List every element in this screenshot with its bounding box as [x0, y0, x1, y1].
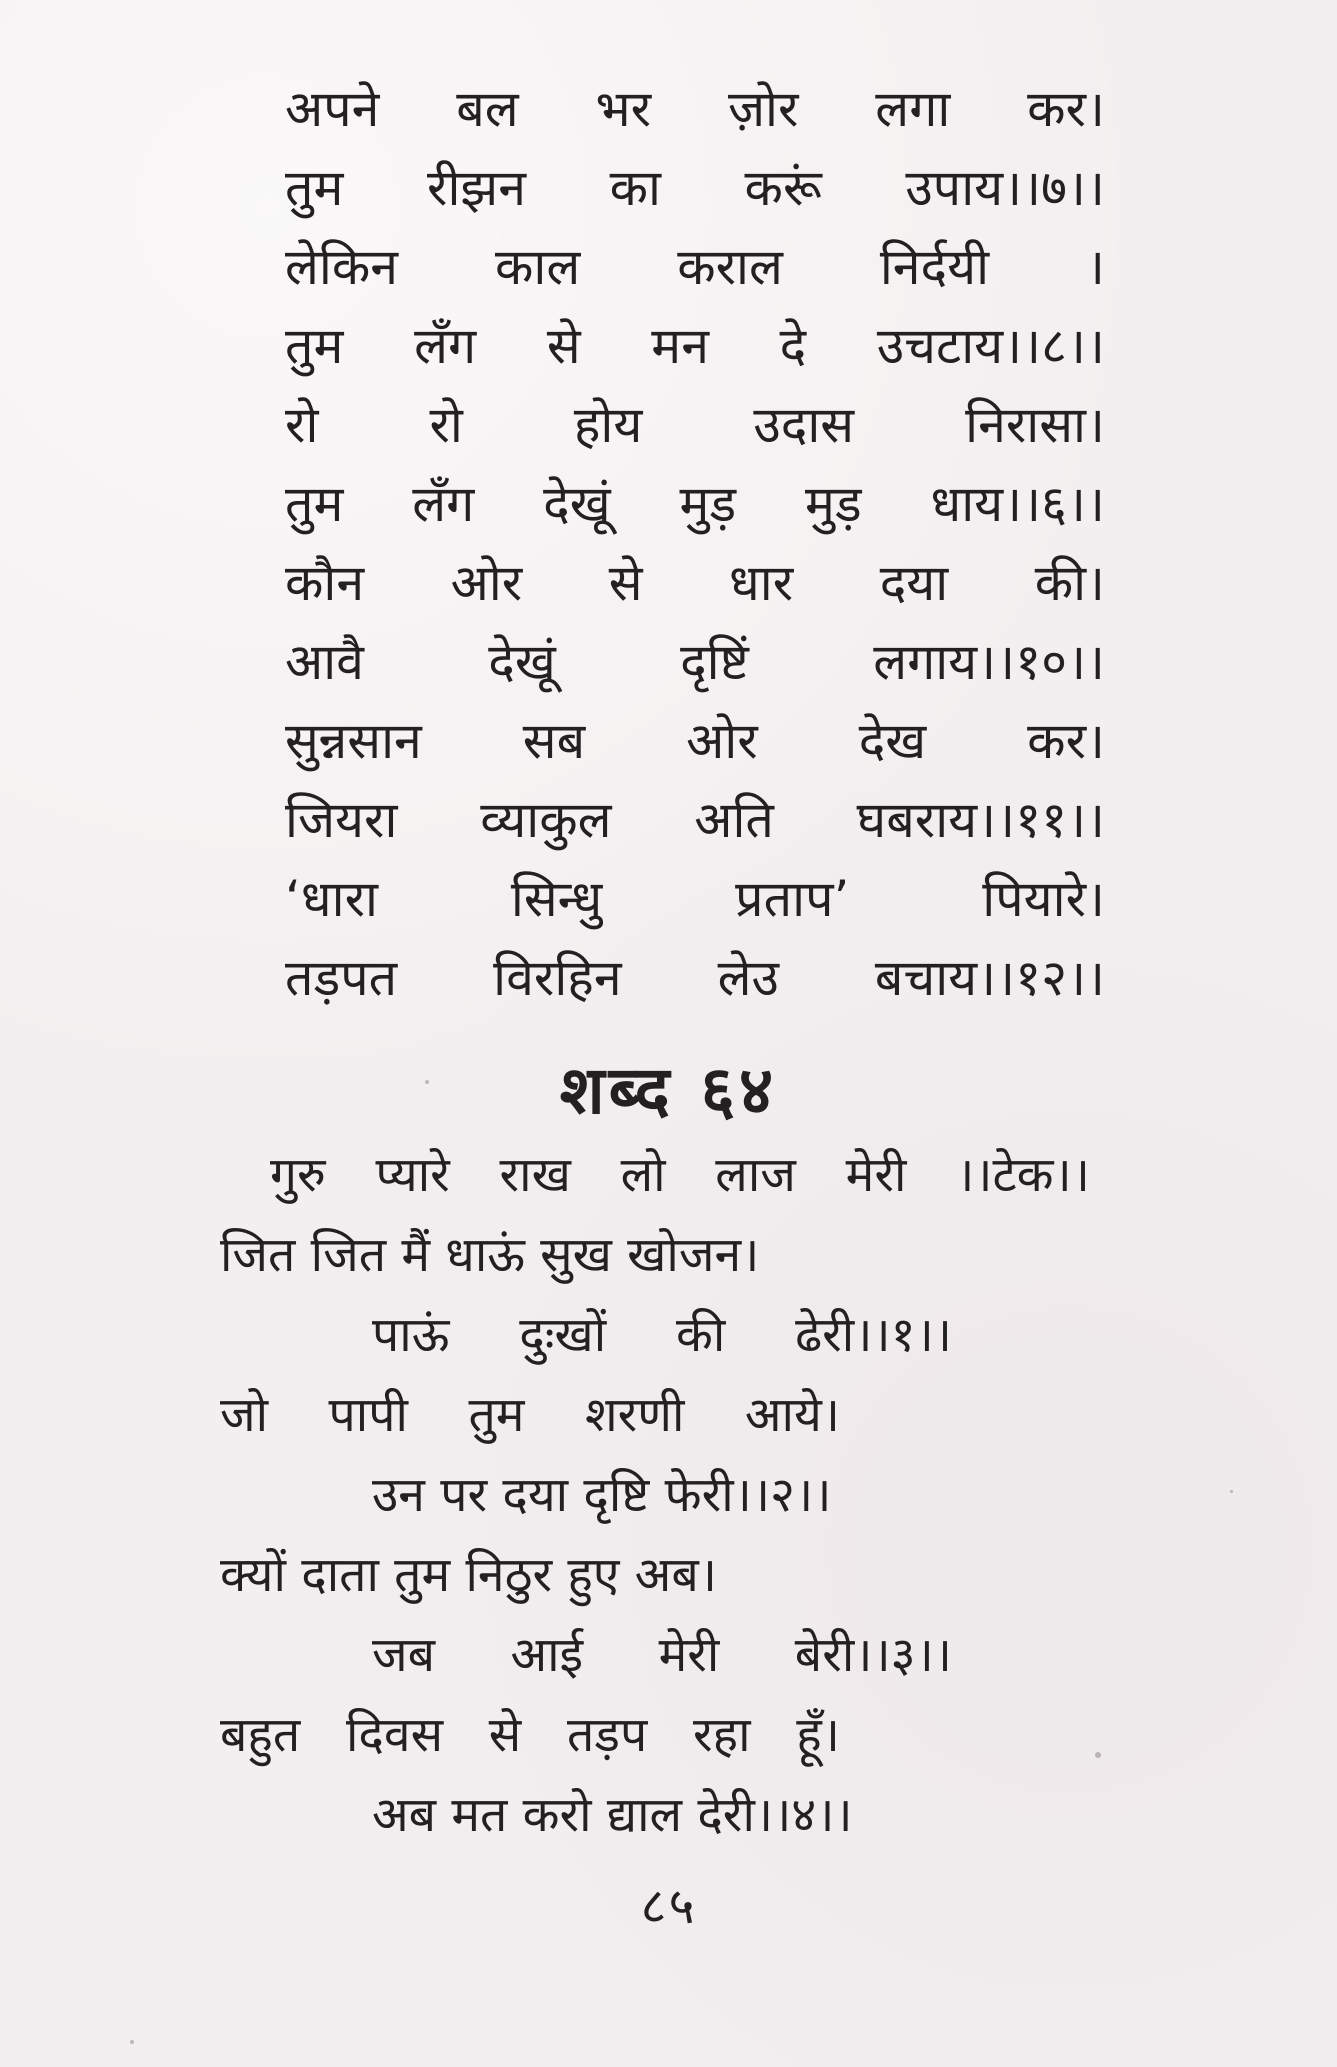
verse-word: देखूं: [488, 633, 556, 691]
verse-word: सब: [522, 712, 586, 770]
paper-speck: [1095, 1752, 1101, 1758]
verse-word: कर।: [1027, 80, 1105, 138]
stanza-line: [220, 1705, 840, 1765]
verse-word: लेउ: [717, 949, 779, 1007]
verse-word: तुम: [285, 317, 344, 375]
stanza-line: [220, 1385, 840, 1445]
verse-word: प्यारे: [375, 1147, 450, 1203]
verse-word: मुड़: [679, 475, 737, 533]
verse-word: मन: [651, 317, 709, 375]
refrain-line: [270, 1145, 1090, 1205]
stanza-line: जित जित मैं धाऊं सुख खोजन।: [220, 1227, 760, 1283]
verse-word: होय: [573, 396, 643, 454]
verse-word: पाऊं: [372, 1307, 450, 1363]
verse-line: [285, 307, 1105, 386]
verse-word: करूं: [744, 159, 822, 217]
verse-word: ओर: [450, 554, 523, 612]
verse-word: पापी: [328, 1387, 408, 1443]
verse-word: दिवस: [345, 1707, 444, 1763]
verse-word: जो: [220, 1387, 269, 1443]
verse-word: बल: [456, 80, 519, 138]
verse-word: आई: [510, 1627, 584, 1683]
stanza-line: [372, 1625, 952, 1685]
verse-line: [285, 781, 1105, 860]
verse-word: हूँ।: [796, 1707, 840, 1763]
verse-word: तड़प: [566, 1707, 648, 1763]
verse-word: काल: [494, 238, 581, 296]
verse-line: [285, 702, 1105, 781]
verse-word: देख: [858, 712, 927, 770]
verse-word: प्रताप’: [735, 870, 850, 928]
paper-speck: [1230, 1490, 1233, 1493]
verse-word: राख: [499, 1147, 571, 1203]
verse-word: रो: [285, 396, 319, 454]
verse-word: तुम: [285, 159, 344, 217]
verse-word: आवै: [285, 633, 364, 691]
verse-line: [285, 544, 1105, 623]
verse-word: लँग: [412, 475, 475, 533]
verse-line: [285, 860, 1105, 939]
verse-word: कर।: [1027, 712, 1105, 770]
verse-word: मेरी: [658, 1627, 720, 1683]
verse-word: जियरा: [285, 791, 398, 849]
verse-line: [285, 465, 1105, 544]
verse-line: [285, 939, 1105, 1018]
verse-line: [285, 149, 1105, 228]
verse-word: रीझन: [427, 159, 526, 217]
verse-word: गुरु: [270, 1147, 326, 1203]
verse-word: लगा: [875, 80, 951, 138]
verse-word: सिन्धु: [510, 870, 603, 928]
verse-word: रहा: [692, 1707, 751, 1763]
verse-word: तुम: [468, 1387, 525, 1443]
verse-word: लो: [620, 1147, 666, 1203]
verse-word: ।: [1086, 238, 1105, 296]
verse-word: पियारे।: [982, 870, 1105, 928]
verse-word: शरणी: [585, 1387, 685, 1443]
verse-line: [285, 228, 1105, 307]
verse-word: अति: [694, 791, 774, 849]
verse-word: दे: [779, 317, 807, 375]
verse-word: भर: [595, 80, 652, 138]
verse-word: दृष्टिं: [680, 633, 749, 691]
verse-word: से: [488, 1707, 522, 1763]
verse-word: लँग: [414, 317, 477, 375]
verse-word: बचाय।।१२।।: [874, 949, 1105, 1007]
verse-word: आये।: [744, 1387, 840, 1443]
verse-word: ‘धारा: [285, 870, 378, 928]
verse-word: की: [676, 1307, 726, 1363]
verse-word: लाज: [715, 1147, 796, 1203]
verse-word: उदास: [753, 396, 855, 454]
verse-word: मुड़: [804, 475, 862, 533]
verse-word: उचटाय।।८।।: [876, 317, 1105, 375]
verse-section-1: [285, 70, 1105, 1018]
stanza-line: अब मत करो द्याल देरी।।४।।: [372, 1787, 853, 1843]
verse-word: कौन: [285, 554, 365, 612]
verse-word: से: [546, 317, 581, 375]
verse-word: बेरी।।३।।: [794, 1627, 952, 1683]
verse-word: निरासा।: [965, 396, 1105, 454]
verse-word: तड़पत: [285, 949, 398, 1007]
page-number: ८५: [640, 1877, 697, 1935]
verse-word: दुःखों: [519, 1307, 607, 1363]
verse-line: [285, 623, 1105, 702]
verse-word: का: [609, 159, 661, 217]
verse-word: ढेरी।।१।।: [795, 1307, 952, 1363]
verse-line: [285, 386, 1105, 465]
verse-word: तुम: [285, 475, 344, 533]
verse-word: ज़ोर: [727, 80, 799, 138]
stanza-line: उन पर दया दृष्टि फेरी।।२।।: [372, 1467, 832, 1523]
paper-speck: [425, 1080, 429, 1084]
stanza-line: क्यों दाता तुम निठुर हुए अब।: [220, 1547, 717, 1603]
paper-speck: [130, 2040, 134, 2044]
verse-word: व्याकुल: [480, 791, 612, 849]
verse-word: से: [608, 554, 643, 612]
verse-word: उपाय।।७।।: [905, 159, 1105, 217]
verse-word: लेकिन: [285, 238, 398, 296]
verse-word: लगाय।।१०।।: [873, 633, 1105, 691]
verse-word: ।।टेक।।: [956, 1147, 1090, 1203]
verse-word: दया: [879, 554, 949, 612]
verse-word: मेरी: [845, 1147, 907, 1203]
verse-word: सुन्नसान: [285, 712, 422, 770]
verse-word: ओर: [686, 712, 758, 770]
verse-word: देखूं: [543, 475, 611, 533]
verse-word: निर्दयी: [879, 238, 990, 296]
verse-word: घबराय।।११।।: [856, 791, 1105, 849]
verse-word: विरहिन: [493, 949, 622, 1007]
verse-word: धाय।।६।।: [930, 475, 1105, 533]
shabd-heading: शब्द ६४: [559, 1052, 778, 1129]
verse-word: अपने: [285, 80, 380, 138]
verse-word: की।: [1034, 554, 1105, 612]
verse-word: रो: [429, 396, 463, 454]
verse-word: बहुत: [220, 1707, 301, 1763]
verse-word: कराल: [677, 238, 783, 296]
verse-word: धार: [729, 554, 794, 612]
verse-line: [285, 70, 1105, 149]
verse-word: जब: [372, 1627, 436, 1683]
stanza-line: [372, 1305, 952, 1365]
